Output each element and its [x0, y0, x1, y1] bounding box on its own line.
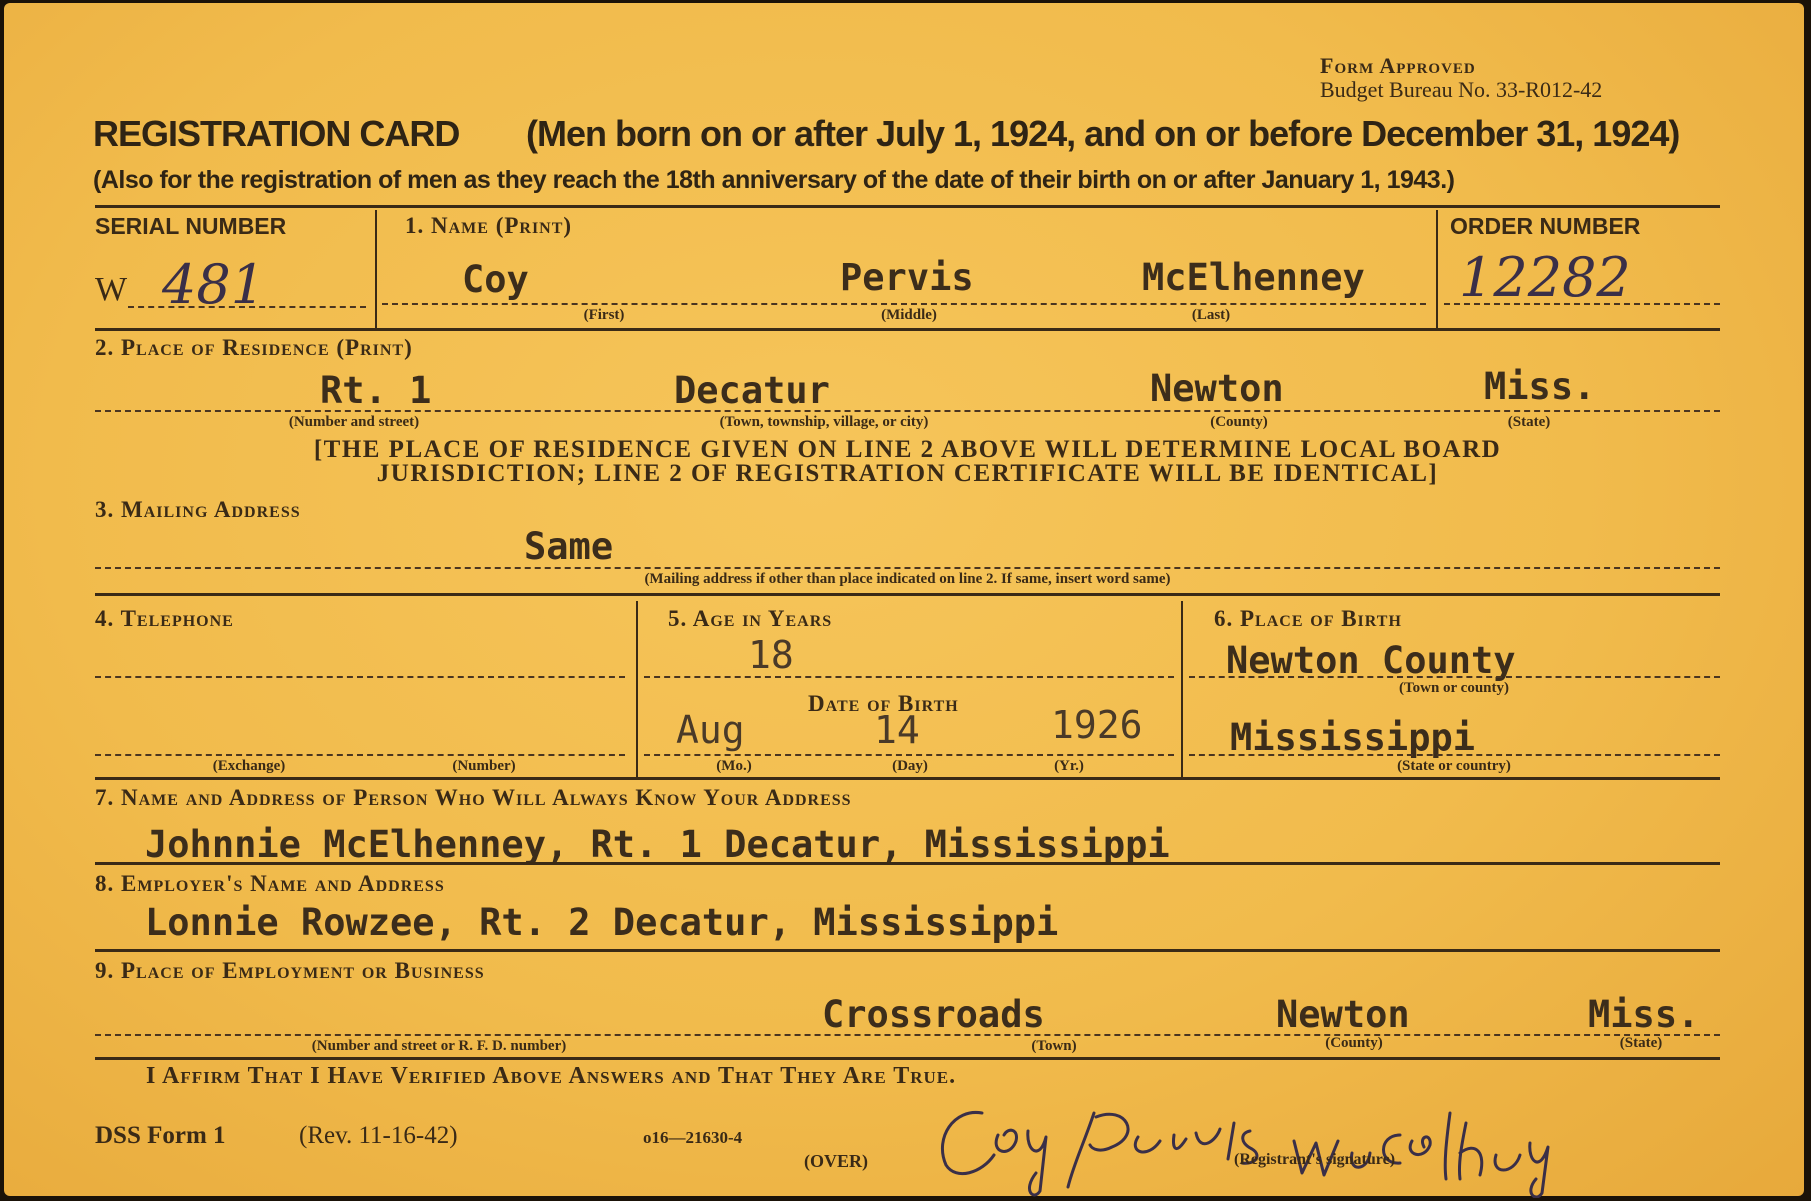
middle-caption: (Middle) [881, 307, 937, 323]
registration-card [4, 3, 1804, 1196]
town-caption: (Town, township, village, or city) [719, 414, 929, 430]
print-code: o16—21630-4 [643, 1128, 743, 1147]
serial-label: SERIAL NUMBER [95, 213, 287, 239]
rule [95, 777, 1720, 780]
contact-value: Johnnie McElhenney, Rt. 1 Decatur, Mississippi [145, 823, 1170, 866]
dob-label: Date of Birth [808, 691, 959, 716]
residence-state: Miss. [1484, 365, 1596, 408]
mailing-label: 3. Mailing Address [95, 497, 301, 522]
rule [95, 1057, 1720, 1060]
rule [95, 862, 1720, 865]
order-label: ORDER NUMBER [1450, 213, 1641, 239]
residence-town: Decatur [674, 369, 830, 412]
yr-caption: (Yr.) [1054, 758, 1084, 774]
residence-label: 2. Place of Residence (Print) [95, 335, 413, 360]
telephone-line [95, 676, 625, 678]
form-revision: (Rev. 11-16-42) [299, 1122, 458, 1149]
signature-caption: (Registrant's signature) [1234, 1151, 1396, 1168]
dob-year: 1926 [1051, 703, 1143, 747]
dob-day: 14 [874, 708, 920, 752]
employment-street-caption: (Number and street or R. F. D. number) [311, 1038, 567, 1054]
employment-county: Newton [1276, 993, 1410, 1036]
mailing-line [95, 567, 1720, 569]
age-line [644, 676, 1174, 678]
serial-line [128, 306, 366, 308]
order-line [1444, 303, 1720, 305]
rule [95, 949, 1720, 952]
contact-label: 7. Name and Address of Person Who Will Always Know Your Address [95, 785, 852, 810]
card-title: REGISTRATION CARD [93, 113, 460, 154]
first-caption: (First) [583, 307, 625, 323]
last-name: McElhenney [1142, 256, 1365, 299]
divider [375, 210, 377, 328]
birthplace-label: 6. Place of Birth [1214, 606, 1402, 631]
birthplace-line [1189, 676, 1720, 678]
dob-month: Aug [676, 708, 745, 752]
employment-town: Crossroads [822, 993, 1045, 1036]
serial-number: 481 [162, 253, 266, 316]
card-subtitle: (Also for the registration of men as they reach the 18th anniversary of the date of their birth on or after January 1, 1943.) [93, 166, 1455, 194]
birthplace-town-caption: (Town or county) [1398, 680, 1510, 696]
employment-state-caption: (State) [1619, 1035, 1663, 1051]
employer-value: Lonnie Rowzee, Rt. 2 Decatur, Mississippi [145, 901, 1059, 944]
mailing-value: Same [524, 525, 614, 568]
employer-label: 8. Employer's Name and Address [95, 871, 445, 896]
form-id: DSS Form 1 [95, 1122, 226, 1149]
day-caption: (Day) [892, 758, 928, 774]
age-label: 5. Age in Years [668, 606, 833, 631]
employment-label: 9. Place of Employment or Business [95, 958, 485, 983]
birthplace-line [1189, 754, 1720, 756]
title-range: (Men born on or after July 1, 1924, and on or before December 31, 1924) [526, 113, 1680, 154]
divider [1436, 210, 1438, 328]
age-value: 18 [748, 633, 794, 677]
county-caption: (County) [1210, 414, 1268, 430]
rule [95, 328, 1720, 331]
employment-line [95, 1034, 1720, 1036]
order-number: 12282 [1459, 246, 1631, 309]
dob-line [644, 754, 1174, 756]
name-label: 1. Name (Print) [405, 213, 573, 238]
employment-town-caption: (Town) [1031, 1038, 1077, 1054]
divider [1181, 601, 1183, 777]
first-name: Coy [462, 258, 529, 301]
telephone-label: 4. Telephone [95, 606, 234, 631]
jurisdiction-notice-2: JURISDICTION; LINE 2 OF REGISTRATION CERTIFICATE WILL BE IDENTICAL] [376, 460, 1439, 487]
divider [636, 601, 638, 777]
birthplace-state-caption: (State or country) [1397, 758, 1511, 774]
affirmation: I Affirm That I Have Verified Above Answers and That They Are True. [146, 1063, 957, 1089]
over-label: (OVER) [804, 1151, 868, 1171]
serial-prefix: W [95, 271, 128, 308]
employment-state: Miss. [1588, 993, 1700, 1036]
residence-county: Newton [1150, 367, 1284, 410]
rule [95, 593, 1720, 596]
name-line [382, 303, 1426, 305]
employment-county-caption: (County) [1325, 1035, 1383, 1051]
birthplace-town: Newton County [1226, 639, 1516, 682]
birthplace-state: Mississippi [1230, 716, 1476, 759]
street-caption: (Number and street) [288, 414, 420, 430]
form-approved: Form Approved [1320, 53, 1476, 78]
residence-line [95, 410, 1720, 412]
residence-street: Rt. 1 [320, 369, 432, 412]
jurisdiction-notice-1: [THE PLACE OF RESIDENCE GIVEN ON LINE 2 ABOVE WILL DETERMINE LOCAL BOARD [313, 436, 1502, 463]
registrant-signature [924, 1083, 1804, 1198]
budget-bureau: Budget Bureau No. 33-R012-42 [1320, 77, 1603, 102]
number-caption: (Number) [452, 758, 516, 774]
exchange-caption: (Exchange) [212, 758, 286, 774]
last-caption: (Last) [1191, 307, 1231, 323]
mailing-caption: (Mailing address if other than place indicated on line 2. If same, insert word same) [644, 571, 1171, 587]
state-caption: (State) [1507, 414, 1551, 430]
telephone-line [95, 754, 625, 756]
rule [95, 205, 1720, 208]
middle-name: Pervis [840, 256, 974, 299]
mo-caption: (Mo.) [716, 758, 752, 774]
